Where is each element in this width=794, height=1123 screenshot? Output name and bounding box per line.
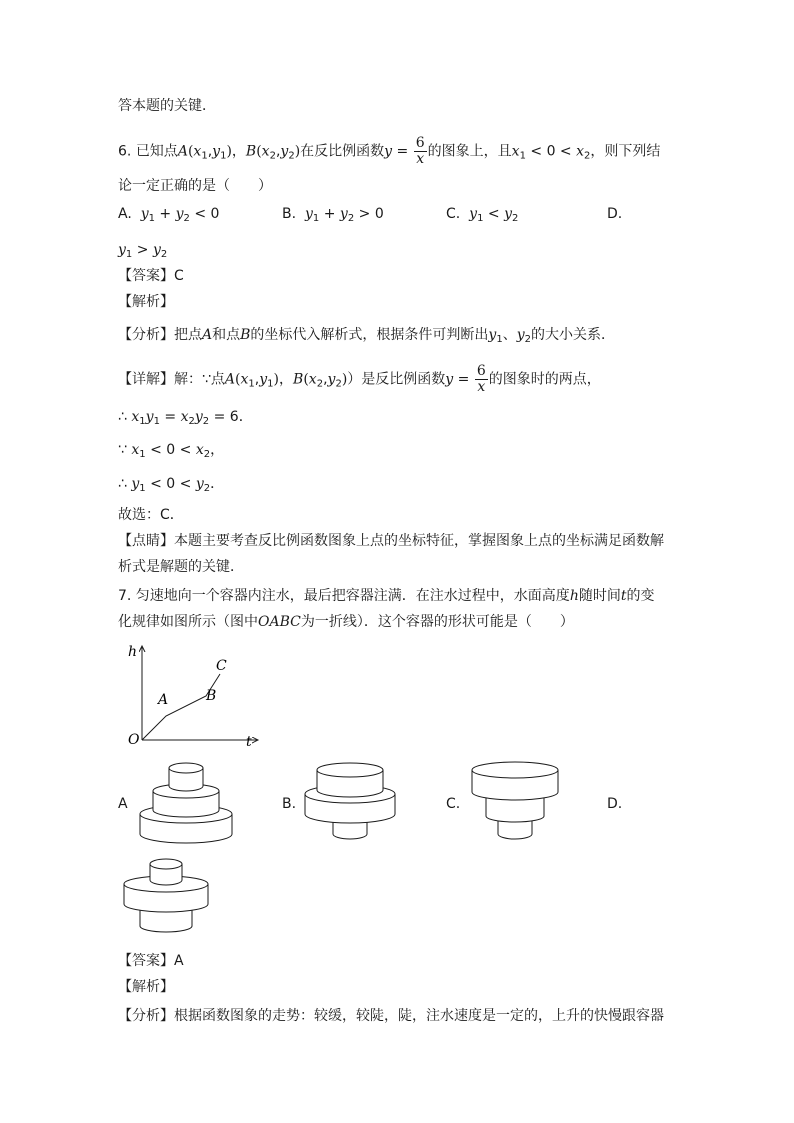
shape-option-b-label: B. — [282, 796, 297, 812]
text: 的变 — [626, 588, 655, 604]
text: 为一折线）．这个容器的形状可能是（ ） — [300, 614, 574, 630]
question-6-stem: 6. 已知点$A(x_1,y_1)$，$B(x_2,y_2)$在反比例函数y = $\frac{6}{x}$ 的图象上，且$x_1 < 0 < x_2$，则下列结 — [118, 135, 661, 167]
shape-option-c-label: C. — [446, 796, 461, 812]
text-line: 答本题的关键． — [118, 98, 216, 114]
text-line: 论一定正确的是（ ） — [118, 178, 272, 194]
comment-6-line2: 析式是解题的关键． — [118, 559, 244, 575]
origin-label: O — [128, 732, 140, 748]
label: A. — [118, 206, 132, 222]
text: ，则下列结 — [590, 143, 661, 160]
option-b: B. $y_1 + y_2 > 0$ — [282, 206, 384, 224]
text: 在反比例函数 — [300, 143, 385, 160]
text: 的坐标代入解析式，根据条件可判断出 — [250, 327, 489, 343]
point-label-c: C — [216, 658, 227, 674]
container-shape-b — [300, 760, 400, 848]
point-label-a: A — [158, 692, 169, 708]
analysis-heading-6: 【解析】 — [118, 294, 174, 310]
water-height-graph — [118, 640, 278, 750]
container-shape-c — [468, 758, 563, 848]
question-7-stem-line2: 化规律如图所示（图中OABC为一折线）．这个容器的形状可能是（ ） — [118, 614, 574, 630]
text: 化规律如图所示（图中 — [118, 614, 258, 630]
container-shape-a — [135, 758, 240, 848]
axis-label-h: h — [128, 644, 138, 660]
text: 【分析】把点 — [118, 327, 202, 343]
option-a: A. $y_1 + y_2 < 0$ — [118, 206, 220, 224]
text: 的大小关系． — [531, 327, 616, 343]
axis-label-t: t — [246, 734, 252, 750]
graph-polyline — [142, 674, 220, 740]
analysis-6: 【分析】把点A和点B的坐标代入解析式，根据条件可判断出$y_1$、$y_2$的大小关系． — [118, 327, 616, 345]
question-number: 6. — [118, 143, 132, 160]
detail-6: 【详解】解：∵点$A(x_1,y_1)$，$B(x_2,y_2)$）是反比例函数y = $\frac{6}{x}$ 的图象时的两点， — [118, 363, 601, 395]
text: 的图象上，且 — [427, 143, 512, 160]
text: 【详解】解：∵点 — [118, 371, 225, 388]
container-shape-d — [118, 856, 213, 946]
question-7-stem: 7. 匀速地向一个容器内注水，最后把容器注满．在注水过程中，水面高度h随时间t的变 — [118, 588, 655, 604]
step-3: ∴ $y_1 < 0 < y_2$． — [118, 476, 225, 494]
answer-6: 【答案】C — [118, 268, 184, 284]
label: B. — [282, 206, 297, 222]
option-d-label: D. — [607, 206, 623, 222]
point-label-b: B — [206, 688, 217, 704]
step-2: ∵ $x_1 < 0 < x_2$， — [118, 442, 225, 460]
text: 已知点 — [135, 143, 178, 160]
shape-option-a-label: A — [118, 796, 128, 812]
label: C. — [446, 206, 461, 222]
option-d: $y_1 > y_2$ — [118, 242, 168, 260]
text: 随时间 — [578, 588, 621, 604]
text: 的图象时的两点， — [488, 371, 601, 388]
step-1: ∴ $x_1y_1 = x_2y_2 = 6$． — [118, 409, 253, 427]
analysis-heading-7: 【解析】 — [118, 979, 174, 995]
shape-option-d-label: D. — [607, 796, 623, 812]
comment-6-line1: 【点睛】本题主要考查反比例函数图象上点的坐标特征，掌握图象上点的坐标满足函数解 — [118, 533, 664, 549]
analysis-7: 【分析】根据函数图象的走势：较缓，较陡，陡，注水速度是一定的，上升的快慢跟容器 — [118, 1008, 664, 1024]
text: 、 — [502, 327, 517, 343]
option-c: C. $y_1 < y_2$ — [446, 206, 519, 224]
text: ）是反比例函数 — [347, 371, 446, 388]
conclusion-6: 故选：C． — [118, 507, 184, 523]
answer-7: 【答案】A — [118, 953, 184, 969]
text: 7. 匀速地向一个容器内注水，最后把容器注满．在注水过程中，水面高度 — [118, 588, 570, 604]
text: 和点 — [212, 327, 241, 343]
